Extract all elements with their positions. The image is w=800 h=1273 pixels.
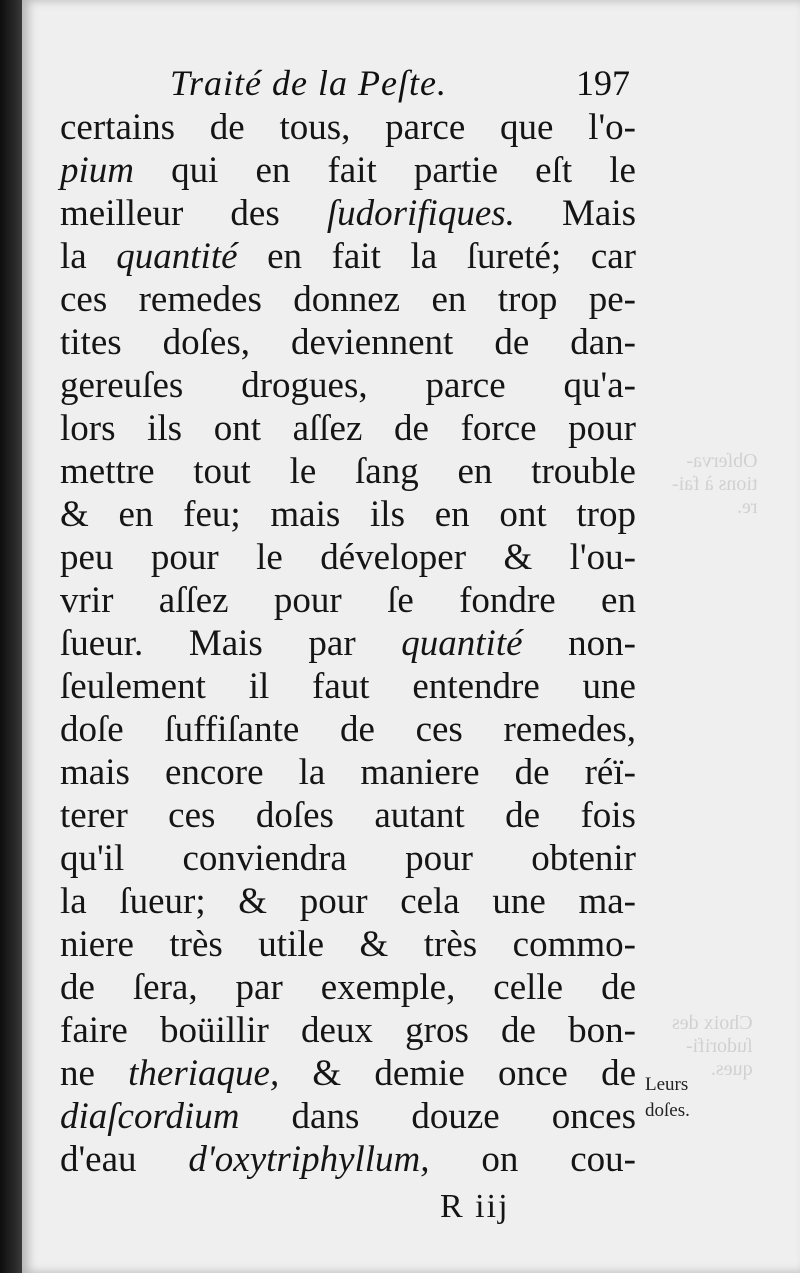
text-line — [60, 407, 636, 450]
word: aſſez — [158, 580, 229, 621]
word: une — [582, 666, 636, 707]
word: de — [514, 752, 550, 793]
signature-mark: R iij — [440, 1188, 510, 1225]
word: quantité — [116, 236, 238, 277]
word: ont — [499, 494, 547, 535]
word: ma- — [578, 881, 636, 922]
page-number: 197 — [576, 63, 630, 103]
word: aſſez — [292, 408, 363, 449]
word: maniere — [360, 752, 480, 793]
word: une — [492, 881, 546, 922]
word: trouble — [531, 451, 636, 492]
word: fait — [327, 150, 377, 191]
show-through-line: Choix des — [672, 1012, 753, 1034]
word: remedes, — [503, 709, 636, 750]
word: ſera, — [132, 967, 198, 1008]
word: de — [505, 795, 541, 836]
show-through-line: ſudorifi- — [685, 1035, 753, 1057]
word: Mais — [188, 623, 263, 664]
text-line — [60, 923, 636, 966]
word: pour — [299, 881, 368, 922]
word: qu'a- — [563, 365, 636, 406]
text-line — [60, 450, 636, 493]
word: par — [235, 967, 283, 1008]
word: qui — [171, 150, 219, 191]
word: parce — [425, 365, 506, 406]
word: cela — [400, 881, 460, 922]
word: qu'il — [60, 838, 125, 879]
word: remedes — [138, 279, 262, 320]
word: force — [460, 408, 537, 449]
word: en — [267, 236, 303, 277]
word: ils — [147, 408, 183, 449]
word: faire — [60, 1010, 128, 1051]
word: boüillir — [159, 1010, 269, 1051]
word: doſe — [60, 709, 124, 750]
word: dans — [291, 1096, 360, 1137]
word: de — [394, 408, 429, 449]
running-title: Traité de la Peſte. — [170, 63, 447, 103]
show-through-line: ques. — [710, 1058, 753, 1080]
word: vrir — [60, 580, 114, 621]
word: bon- — [568, 1010, 636, 1051]
text-line — [60, 364, 636, 407]
marginal-note — [645, 1072, 690, 1124]
word: & — [60, 494, 89, 535]
word: exemple, — [320, 967, 456, 1008]
word: cou- — [570, 1139, 636, 1180]
text-line — [60, 837, 636, 880]
word: theriaque, — [128, 1053, 280, 1094]
text-line — [60, 278, 636, 321]
word: pour — [405, 838, 473, 879]
word: pour — [150, 537, 219, 578]
marginal-note-line: Leurs — [645, 1074, 689, 1095]
word: gros — [405, 1010, 469, 1051]
word: celle — [493, 967, 564, 1008]
word: la — [60, 881, 87, 922]
word: de — [494, 322, 530, 363]
word: la — [298, 752, 326, 793]
word: fois — [580, 795, 636, 836]
word: pe- — [588, 279, 636, 320]
word: ſang — [355, 451, 419, 492]
word: onces — [551, 1096, 636, 1137]
word: par — [308, 623, 356, 664]
word: en — [457, 451, 493, 492]
word: de — [60, 967, 95, 1008]
word: la — [410, 236, 438, 277]
word: utile — [258, 924, 325, 965]
show-through-line: re. — [736, 496, 758, 518]
text-line — [60, 493, 636, 536]
word: ces — [168, 795, 216, 836]
word: en — [118, 494, 154, 535]
word: meilleur — [60, 193, 184, 234]
word: que — [500, 107, 554, 148]
word: ſudorifiques. — [326, 193, 515, 234]
text-line — [60, 622, 636, 665]
text-line — [60, 1095, 636, 1138]
body-text — [60, 106, 636, 1181]
word: de — [501, 1010, 536, 1051]
word: & — [312, 1053, 342, 1094]
word: trop — [576, 494, 636, 535]
word: ſueur. — [60, 623, 144, 664]
word: faut — [312, 666, 370, 707]
word: pium — [60, 150, 134, 191]
word: car — [590, 236, 636, 277]
word: partie — [413, 150, 499, 191]
word: d'eau — [60, 1139, 137, 1180]
word: eſt — [535, 150, 573, 191]
word: ſeulement — [60, 666, 206, 707]
text-line — [60, 579, 636, 622]
word: obtenir — [531, 838, 636, 879]
word: mais — [270, 494, 341, 535]
text-line — [60, 321, 636, 364]
book-spine-shadow — [0, 0, 22, 1273]
text-line — [60, 966, 636, 1009]
word: ils — [370, 494, 405, 535]
word: quantité — [401, 623, 523, 664]
word: parce — [385, 107, 466, 148]
word: certains — [60, 107, 176, 148]
text-line — [60, 536, 636, 579]
word: & — [503, 537, 533, 578]
word: l'o- — [588, 107, 636, 148]
text-line — [60, 1009, 636, 1052]
word: fondre — [459, 580, 556, 621]
word: Mais — [562, 193, 636, 234]
word: & — [359, 924, 389, 965]
word: le — [289, 451, 317, 492]
word: drogues, — [241, 365, 368, 406]
word: mettre — [60, 451, 155, 492]
word: tout — [193, 451, 251, 492]
text-line — [60, 751, 636, 794]
word: on — [481, 1139, 519, 1180]
word: douze — [411, 1096, 500, 1137]
word: deux — [301, 1010, 373, 1051]
text-line — [60, 106, 636, 149]
word: en — [431, 279, 467, 320]
word: déveloper — [320, 537, 467, 578]
word: le — [256, 537, 283, 578]
word: en — [255, 150, 291, 191]
word: pour — [568, 408, 636, 449]
word: deviennent — [291, 322, 454, 363]
word: conviendra — [182, 838, 347, 879]
word: donnez — [293, 279, 401, 320]
word: entendre — [412, 666, 540, 707]
text-line — [60, 665, 636, 708]
word: ont — [213, 408, 261, 449]
word: très — [169, 924, 223, 965]
word: doſes, — [162, 322, 251, 363]
text-line — [60, 1138, 636, 1181]
word: ſuffiſante — [164, 709, 300, 750]
show-through-line: tions à fai- — [672, 473, 758, 495]
word: terer — [60, 795, 128, 836]
word: ces — [60, 279, 108, 320]
text-line — [60, 235, 636, 278]
word: ces — [415, 709, 463, 750]
word: de — [601, 1053, 636, 1094]
word: niere — [60, 924, 134, 965]
word: très — [423, 924, 478, 965]
text-line — [60, 192, 636, 235]
word: ſureté; — [466, 236, 562, 277]
text-line — [60, 708, 636, 751]
word: autant — [374, 795, 465, 836]
word: & — [238, 881, 268, 922]
word: en — [434, 494, 470, 535]
word: ſe — [387, 580, 414, 621]
word: feu; — [183, 494, 241, 535]
word: ſueur; — [119, 881, 206, 922]
word: des — [230, 193, 280, 234]
word: tites — [60, 322, 122, 363]
word: de — [601, 967, 636, 1008]
text-line — [60, 880, 636, 923]
word: tous, — [279, 107, 351, 148]
show-through-text — [672, 1012, 753, 1081]
show-through-text — [672, 450, 758, 519]
text-line — [60, 1052, 636, 1095]
word: peu — [60, 537, 114, 578]
word: fait — [331, 236, 381, 277]
word: réï- — [584, 752, 636, 793]
word: demie — [374, 1053, 465, 1094]
word: de — [209, 107, 245, 148]
word: ne — [60, 1053, 95, 1094]
word: mais — [60, 752, 130, 793]
word: once — [498, 1053, 568, 1094]
word: il — [248, 666, 270, 707]
word: la — [60, 236, 87, 277]
word: diaſcordium — [60, 1096, 240, 1137]
word: commo- — [512, 924, 636, 965]
word: d'oxytriphyllum, — [188, 1139, 430, 1180]
text-line — [60, 149, 636, 192]
word: encore — [164, 752, 264, 793]
marginal-note-line: doſes. — [645, 1100, 690, 1121]
word: de — [339, 709, 375, 750]
text-line — [60, 794, 636, 837]
word: pour — [273, 580, 342, 621]
word: doſes — [255, 795, 334, 836]
word: en — [601, 580, 636, 621]
word: trop — [497, 279, 558, 320]
word: non- — [568, 623, 636, 664]
show-through-line: Obſerva- — [686, 450, 758, 472]
word: l'ou- — [569, 537, 636, 578]
word: dan- — [570, 322, 636, 363]
word: le — [609, 150, 636, 191]
word: gereuſes — [60, 365, 184, 406]
page-header — [170, 62, 630, 102]
word: lors — [60, 408, 116, 449]
